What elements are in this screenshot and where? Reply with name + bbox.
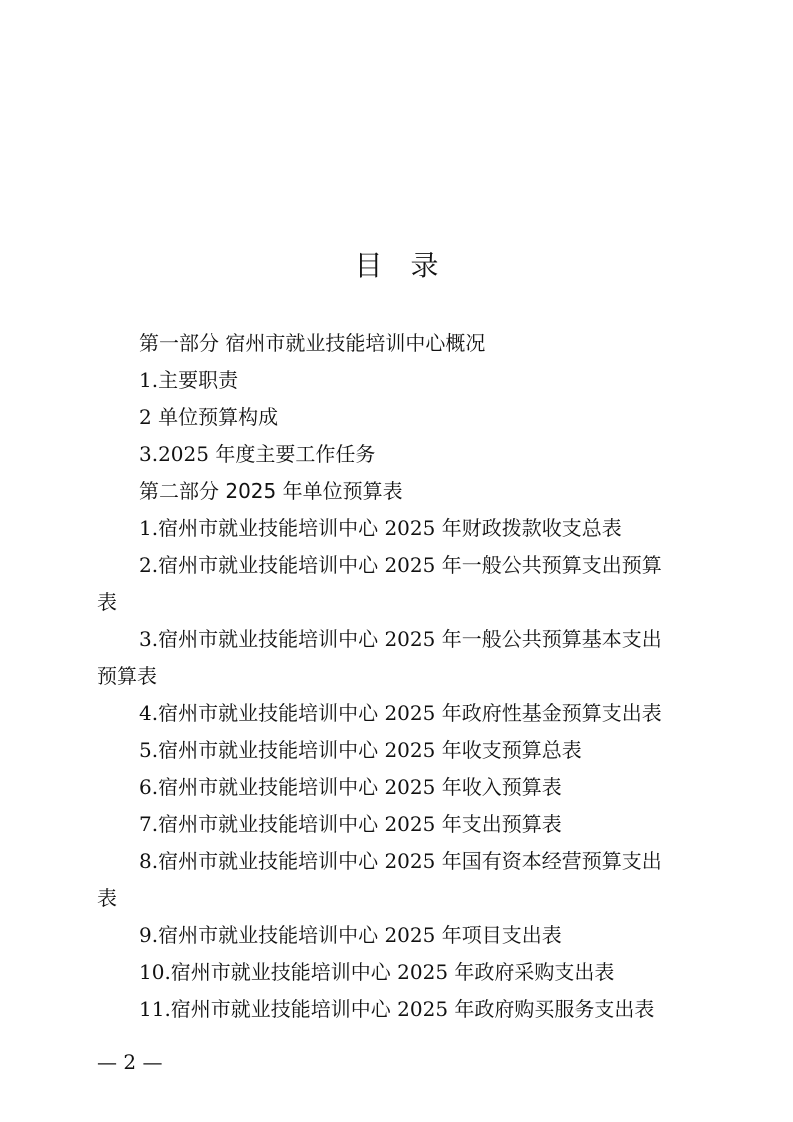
page-title: 目录 <box>354 249 467 282</box>
toc-part-2-heading: 第二部分 2025 年单位预算表 <box>139 479 403 503</box>
table-of-contents <box>97 325 697 1028</box>
page-number: — 2 — <box>97 1050 163 1074</box>
toc-item: 2.宿州市就业技能培训中心 2025 年一般公共预算支出预算 <box>139 553 662 577</box>
toc-item: 2 单位预算构成 <box>139 405 279 429</box>
toc-item: 1.宿州市就业技能培训中心 2025 年财政拨款收支总表 <box>139 516 622 540</box>
toc-part-1-heading: 第一部分 宿州市就业技能培训中心概况 <box>139 331 486 355</box>
toc-item-continuation: 预算表 <box>97 664 157 688</box>
toc-item: 8.宿州市就业技能培训中心 2025 年国有资本经营预算支出 <box>139 849 662 873</box>
toc-item: 6.宿州市就业技能培训中心 2025 年收入预算表 <box>139 775 562 799</box>
toc-item: 11.宿州市就业技能培训中心 2025 年政府购买服务支出表 <box>139 997 655 1021</box>
toc-item: 1.主要职责 <box>139 368 239 392</box>
toc-item: 3.宿州市就业技能培训中心 2025 年一般公共预算基本支出 <box>139 627 662 651</box>
toc-item: 10.宿州市就业技能培训中心 2025 年政府采购支出表 <box>139 960 615 984</box>
toc-item: 9.宿州市就业技能培训中心 2025 年项目支出表 <box>139 923 562 947</box>
toc-item-continuation: 表 <box>97 590 117 614</box>
toc-item-continuation: 表 <box>97 886 117 910</box>
toc-item: 3.2025 年度主要工作任务 <box>139 442 376 466</box>
toc-item: 4.宿州市就业技能培训中心 2025 年政府性基金预算支出表 <box>139 701 662 725</box>
toc-item: 5.宿州市就业技能培训中心 2025 年收支预算总表 <box>139 738 582 762</box>
toc-item: 7.宿州市就业技能培训中心 2025 年支出预算表 <box>139 812 562 836</box>
